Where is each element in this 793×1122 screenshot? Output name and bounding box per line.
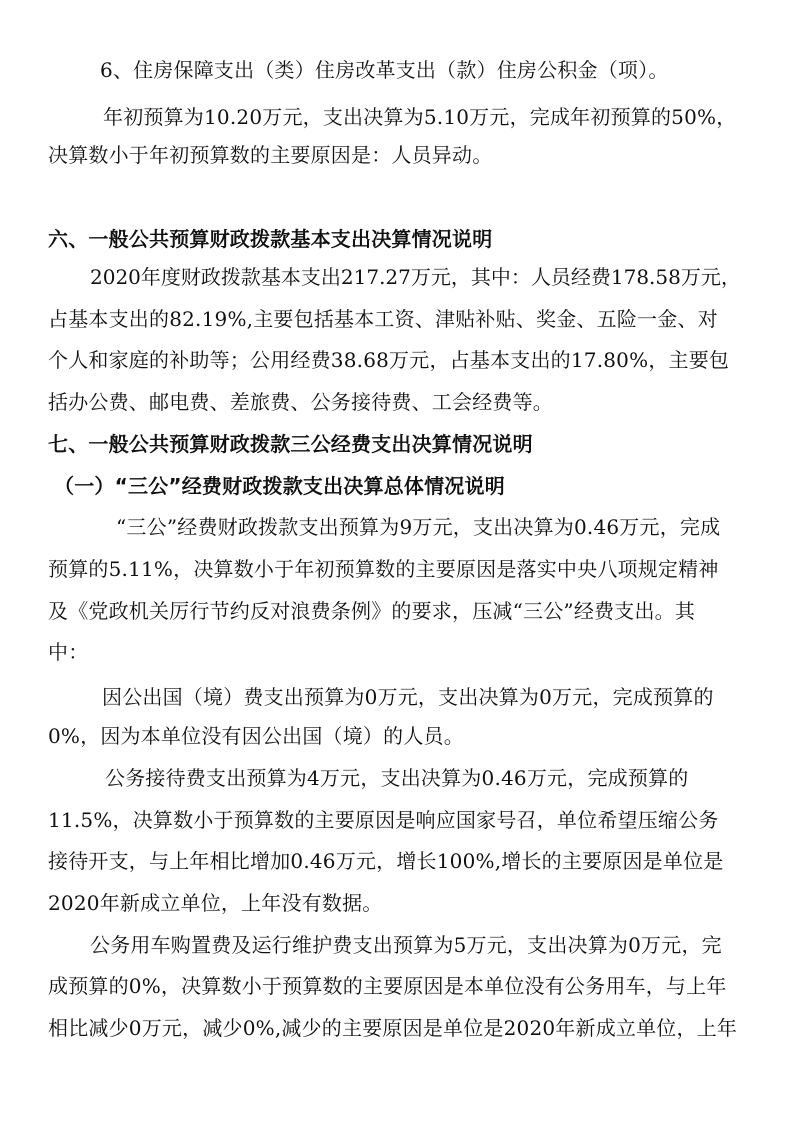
paragraph-line: “三公”经费财政拨款支出预算为9万元，支出决算为0.46万元，完成 <box>116 515 721 539</box>
subsection-1-heading: （一）“三公”经费财政拨款支出决算总体情况说明 <box>54 474 505 498</box>
paragraph-line: 相比减少0万元，减少0%,减少的主要原因是单位是2020年新成立单位，上年 <box>48 1016 738 1040</box>
paragraph-line: 成预算的0%，决算数小于预算数的主要原因是本单位没有公务用车，与上年 <box>48 974 727 998</box>
item-6-heading: 6、住房保障支出（类）住房改革支出（款）住房公积金（项）。 <box>100 58 669 82</box>
section-7-heading: 七、一般公共预算财政拨款三公经费支出决算情况说明 <box>48 432 533 456</box>
paragraph-line: 括办公费、邮电费、差旅费、公务接待费、工会经费等。 <box>48 390 553 414</box>
paragraph-line: 决算数小于年初预算数的主要原因是：人员异动。 <box>48 143 493 167</box>
paragraph-line: 因公出国（境）费支出预算为0万元，支出决算为0万元，完成预算的 <box>102 685 714 709</box>
paragraph-line: 公务接待费支出预算为4万元，支出决算为0.46万元，完成预算的 <box>105 766 689 790</box>
paragraph-line: 年初预算为10.20万元，支出决算为5.10万元，完成年初预算的50%， <box>103 105 737 129</box>
paragraph-line: 2020年新成立单位，上年没有数据。 <box>48 891 383 915</box>
paragraph-line: 接待开支，与上年相比增加0.46万元，增长100%,增长的主要原因是单位是 <box>48 849 724 873</box>
paragraph-line: 中： <box>48 640 89 664</box>
paragraph-line: 占基本支出的82.19%,主要包括基本工资、津贴补贴、奖金、五险一金、对 <box>48 307 718 331</box>
paragraph-line: 2020年度财政拨款基本支出217.27万元，其中：人员经费178.58万元， <box>90 265 741 289</box>
paragraph-line: 0%，因为本单位没有因公出国（境）的人员。 <box>48 724 464 748</box>
paragraph-line: 公务用车购置费及运行维护费支出预算为5万元，支出决算为0万元，完 <box>90 933 722 957</box>
paragraph-line: 个人和家庭的补助等；公用经费38.68万元，占基本支出的17.80%，主要包 <box>48 348 730 372</box>
paragraph-line: 及《党政机关厉行节约反对浪费条例》的要求，压减“三公”经费支出。其 <box>48 599 696 623</box>
document-page <box>48 0 748 1122</box>
paragraph-line: 11.5%，决算数小于预算数的主要原因是响应国家号召，单位希望压缩公务 <box>48 808 719 832</box>
paragraph-line: 预算的5.11%，决算数小于年初预算数的主要原因是落实中央八项规定精神 <box>48 557 719 581</box>
section-6-heading: 六、一般公共预算财政拨款基本支出决算情况说明 <box>48 227 493 251</box>
